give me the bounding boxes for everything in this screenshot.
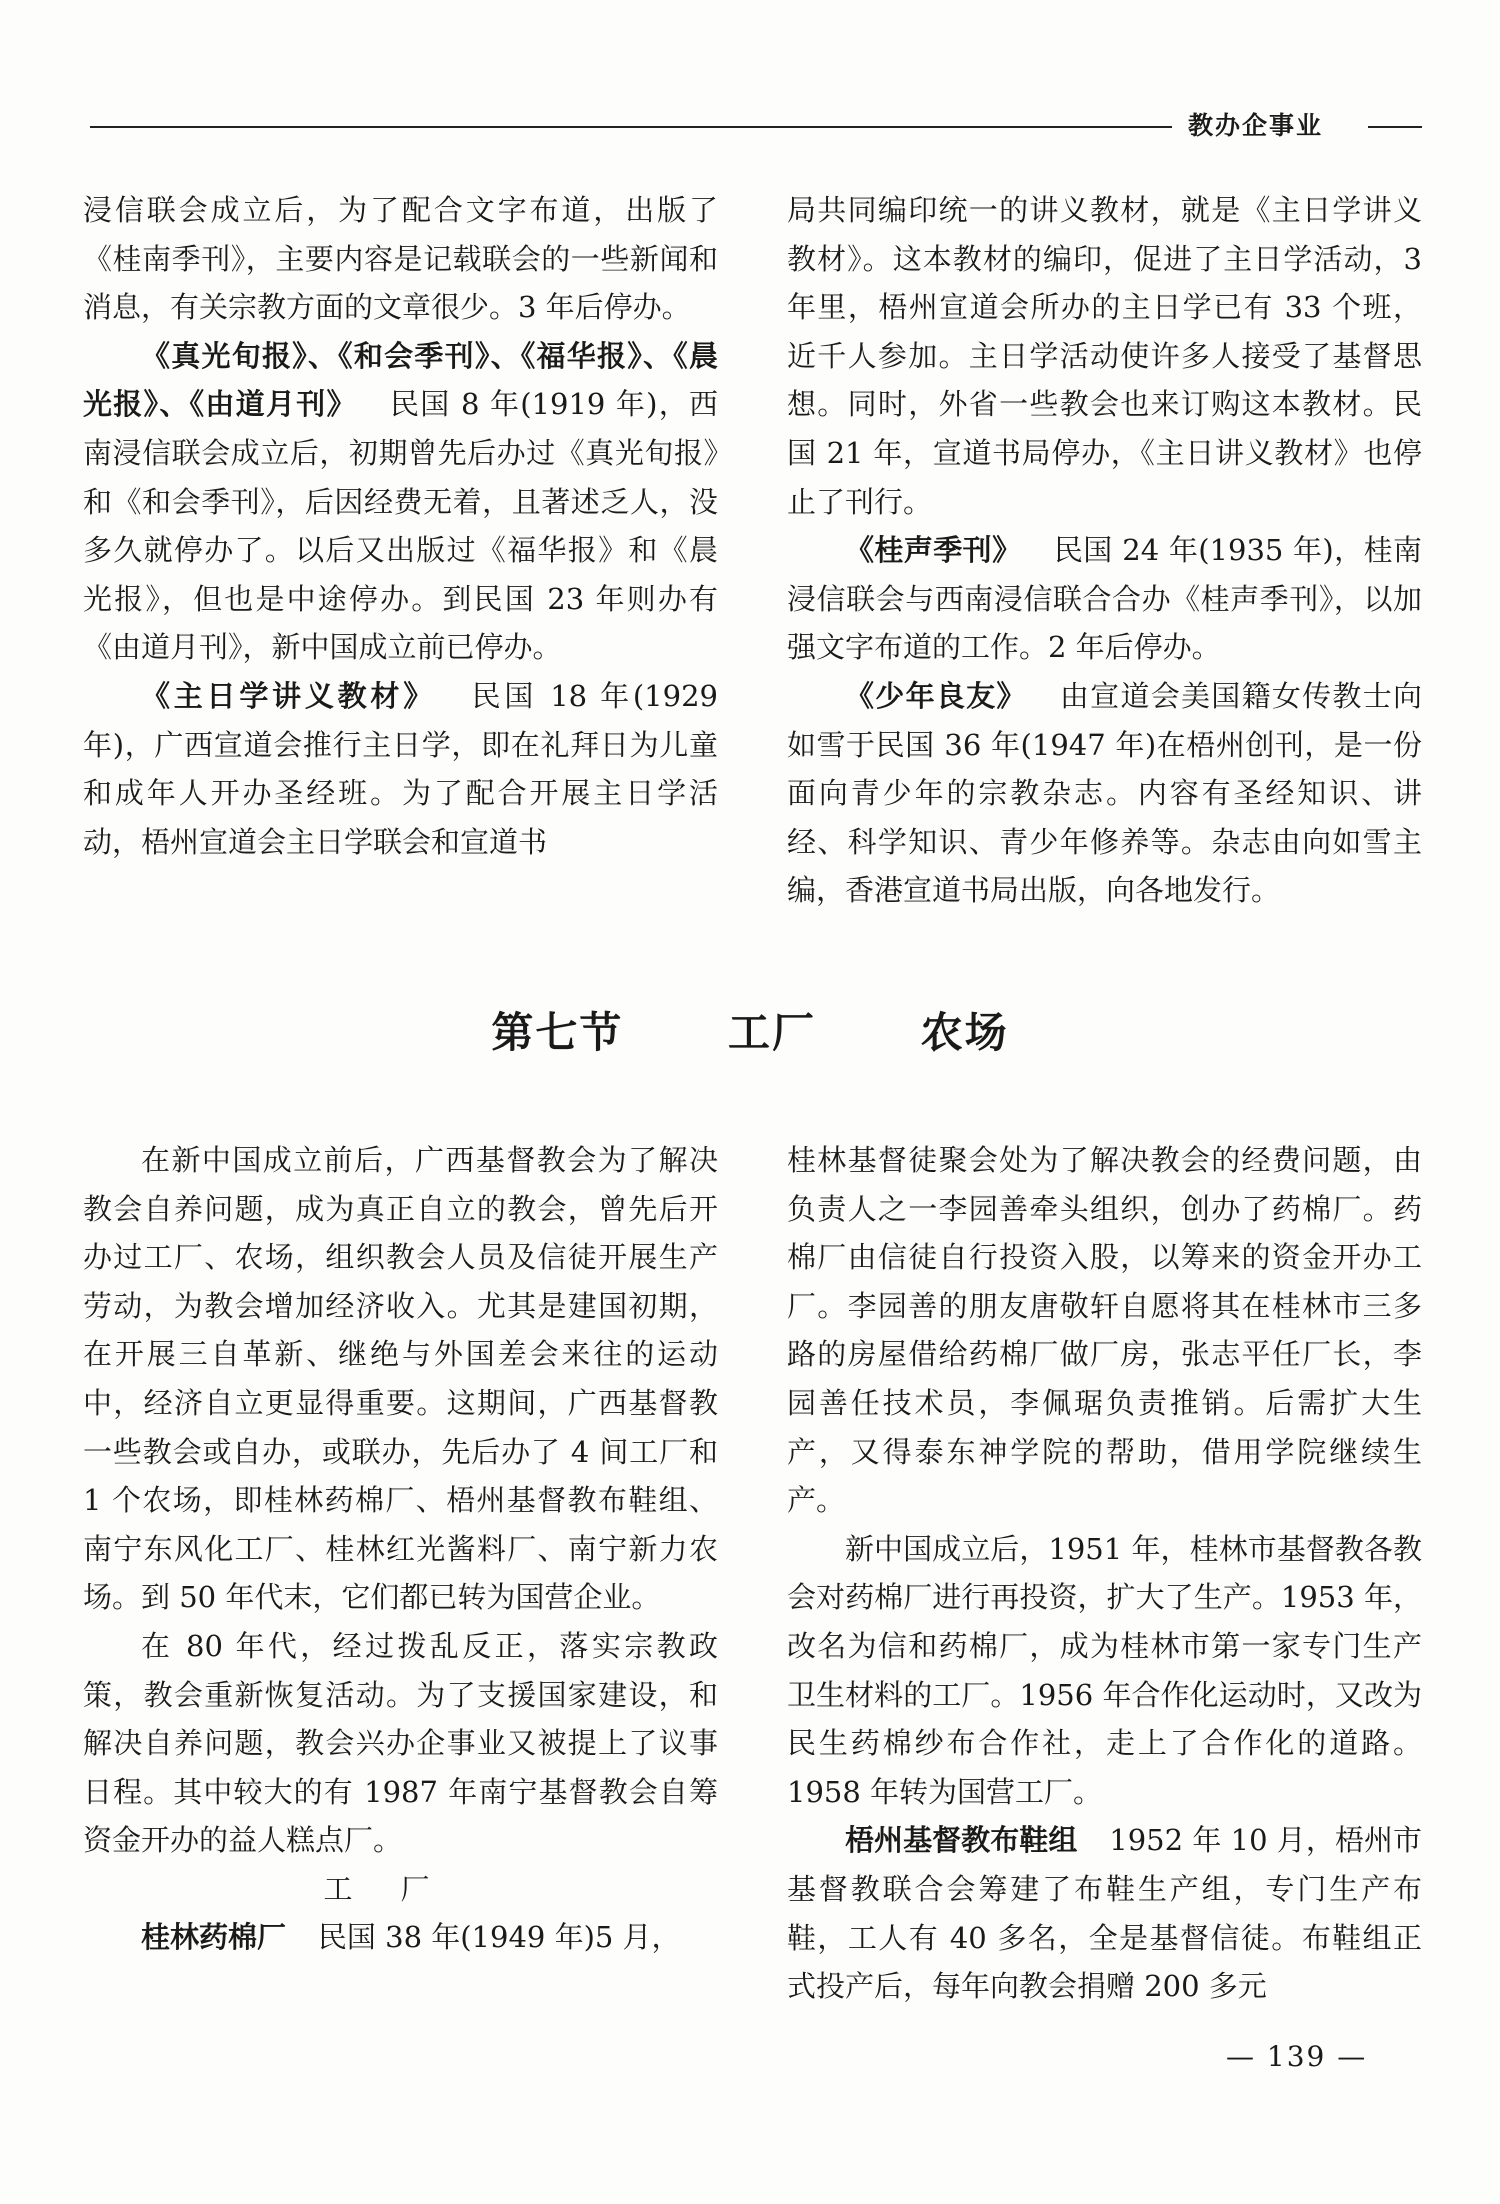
section-heading: [0, 1000, 1500, 1060]
section-number: 第七节: [491, 1008, 624, 1057]
entry-title: 桂林药棉厂: [141, 1919, 287, 1954]
paragraph: [787, 672, 1422, 915]
entry-body: 民国 18 年(1929 年)，广西宣道会推行主日学，即在礼拜日为儿童和成年人开办圣经班。为了配合开展主日学活动，梧州宣道会主日学联会和宣道书: [83, 678, 718, 859]
entry-body: 1952 年 10 月，梧州市基督教联合会筹建了布鞋生产组，专门生产布鞋，工人有 40 多名，全是基督信徒。布鞋组正式投产后，每年向教会捐赠 200 多元: [787, 1823, 1422, 2004]
entry-title: 《真光旬报》、《和会季刊》、《福华报》、《晨光报》、《由道月刊》: [83, 338, 718, 422]
top-right-column: [787, 186, 1422, 915]
paragraph: 局共同编印统一的讲义教材，就是《主日学讲义教材》。这本教材的编印，促进了主日学活动，3 年里，梧州宣道会所办的主日学已有 33 个班，近千人参加。主日学活动使许多人接受了基督思想。同时，外省一些教会也来订购这本教材。民国 21 年，宣道书局停办，《主日讲义教材》也停止了刊行。: [787, 193, 1422, 519]
running-header: 教办企事业: [1188, 111, 1324, 140]
paragraph: [787, 526, 1422, 672]
paragraph: 在 80 年代，经过拨乱反正，落实宗教政策，教会重新恢复活动。为了支援国家建设，和解决自养问题，教会兴办企事业又被提上了议事日程。其中较大的有 1987 年南宁基督教会自筹资金开办的益人糕点厂。: [83, 1628, 718, 1858]
section-title-factories: 工厂: [727, 1008, 816, 1057]
entry-body: 民国 24 年(1935 年)，桂南浸信联会与西南浸信联合合办《桂声季刊》，以加强文字布道的工作。2 年后停办。: [787, 533, 1422, 665]
header-rule-left: [90, 126, 1172, 128]
subheading-factories: 工厂: [323, 1871, 478, 1906]
entry-title: 《主日学讲义教材》: [141, 678, 436, 713]
header-rule-right: [1368, 126, 1422, 128]
top-left-column: [83, 186, 718, 866]
entry-body: 民国 38 年(1949 年)5 月，: [317, 1919, 681, 1954]
paragraph: [83, 672, 718, 866]
paragraph: 浸信联会成立后，为了配合文字布道，出版了《桂南季刊》，主要内容是记载联会的一些新闻和消息，有关宗教方面的文章很少。3 年后停办。: [83, 193, 718, 325]
entry-body: 民国 8 年(1919 年)，西南浸信联会成立后，初期曾先后办过《真光旬报》和《和会季刊》，后因经费无着，且著述乏人，没多久就停办了。以后又出版过《福华报》和《晨光报》，但也是中途停办。到民国 23 年则办有《由道月刊》，新中国成立前已停办。: [83, 387, 718, 665]
bottom-left-column: [83, 1136, 718, 1962]
entry-title: 《少年良友》: [845, 678, 1027, 713]
entry-title: 梧州基督教布鞋组: [845, 1823, 1078, 1858]
paragraph: 桂林基督徒聚会处为了解决教会的经费问题，由负责人之一李园善牵头组织，创办了药棉厂。药棉厂由信徒自行投资入股，以筹来的资金开办工厂。李园善的朋友唐敬轩自愿将其在桂林市三多路的房屋借给药棉厂做厂房，张志平任厂长，李园善任技术员，李佩琚负责推销。后需扩大生产，又得泰东神学院的帮助，借用学院继续生产。: [787, 1143, 1422, 1518]
entry-body: 由宣道会美国籍女传教士向如雪于民国 36 年(1947 年)在梧州创刊，是一份面向青少年的宗教杂志。内容有圣经知识、讲经、科学知识、青少年修养等。杂志由向如雪主编，香港宣道书局出版，向各地发行。: [787, 678, 1422, 908]
section-title-farms: 农场: [920, 1008, 1009, 1057]
paragraph: 新中国成立后，1951 年，桂林市基督教各教会对药棉厂进行再投资，扩大了生产。1953 年，改名为信和药棉厂，成为桂林市第一家专门生产卫生材料的工厂。1956 年合作化运动时，又改为民生药棉纱布合作社，走上了合作化的道路。1958 年转为国营工厂。: [787, 1531, 1422, 1809]
bottom-right-column: [787, 1136, 1422, 2011]
paragraph: [83, 1913, 718, 1962]
paragraph: [787, 1816, 1422, 2010]
paragraph: 在新中国成立前后，广西基督教会为了解决教会自养问题，成为真正自立的教会，曾先后开办过工厂、农场，组织教会人员及信徒开展生产劳动，为教会增加经济收入。尤其是建国初期，在开展三自革新、继绝与外国差会来往的运动中，经济自立更显得重要。这期间，广西基督教一些教会或自办，或联办，先后办了 4 间工厂和 1 个农场，即桂林药棉厂、梧州基督教布鞋组、南宁东风化工厂、桂林红光酱料厂、南宁新力农场。到 50 年代末，它们都已转为国营企业。: [83, 1143, 718, 1615]
entry-title: 《桂声季刊》: [845, 533, 1022, 568]
page-number: — 139 —: [1226, 2040, 1368, 2073]
paragraph: [83, 332, 718, 672]
